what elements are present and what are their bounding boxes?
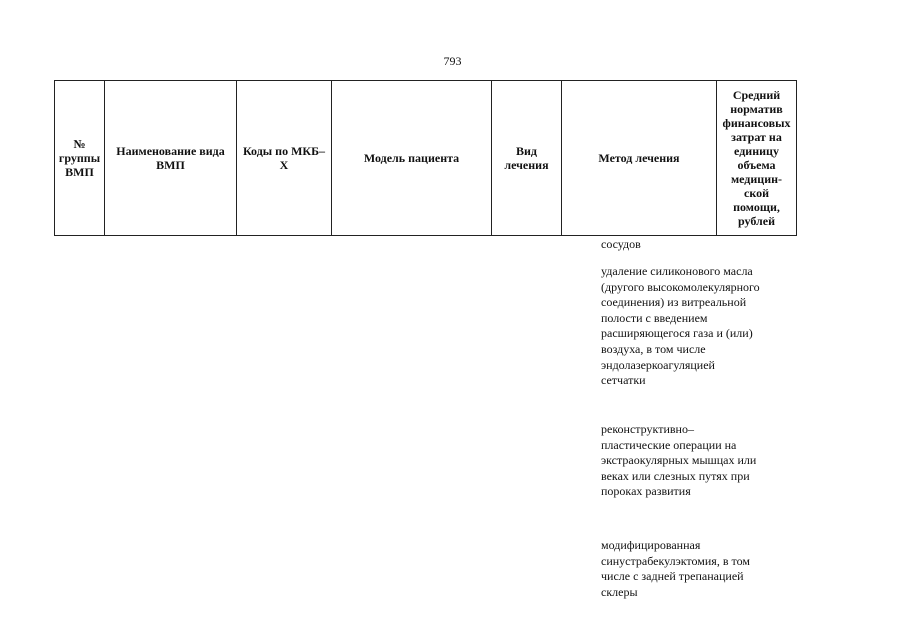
header-icd-codes: Коды по МКБ–Х — [237, 81, 332, 236]
header-treatment-kind: Вид лечения — [492, 81, 562, 236]
header-avg-cost: Средний норматив финансовых затрат на единицу объема медицин-ской помощи, рублей — [717, 81, 797, 236]
header-type-name: Наименование вида ВМП — [105, 81, 237, 236]
header-table — [54, 80, 797, 236]
method-text: реконструктивно–пластические операции на экстраокулярных мышцах или веках или слезных путях при пороках развития — [601, 422, 757, 499]
header-treatment-method: Метод лечения — [562, 81, 717, 236]
method-text: сосудов — [601, 237, 641, 251]
method-text: модифицированная синустрабекулэктомия, в том числе с задней трепанацией склеры — [601, 538, 750, 599]
page-number: 793 — [443, 54, 462, 68]
method-text: удаление силиконового масла (другого высокомолекулярного соединения) из витреальной полости с введением расширяющегося газа и (или) воздуха, в том числе эндолазеркоагуляцией сетчатки — [601, 264, 760, 388]
header-group-no: № группы ВМП — [55, 81, 105, 236]
header-patient-model: Модель пациента — [332, 81, 492, 236]
header-row — [55, 81, 797, 236]
